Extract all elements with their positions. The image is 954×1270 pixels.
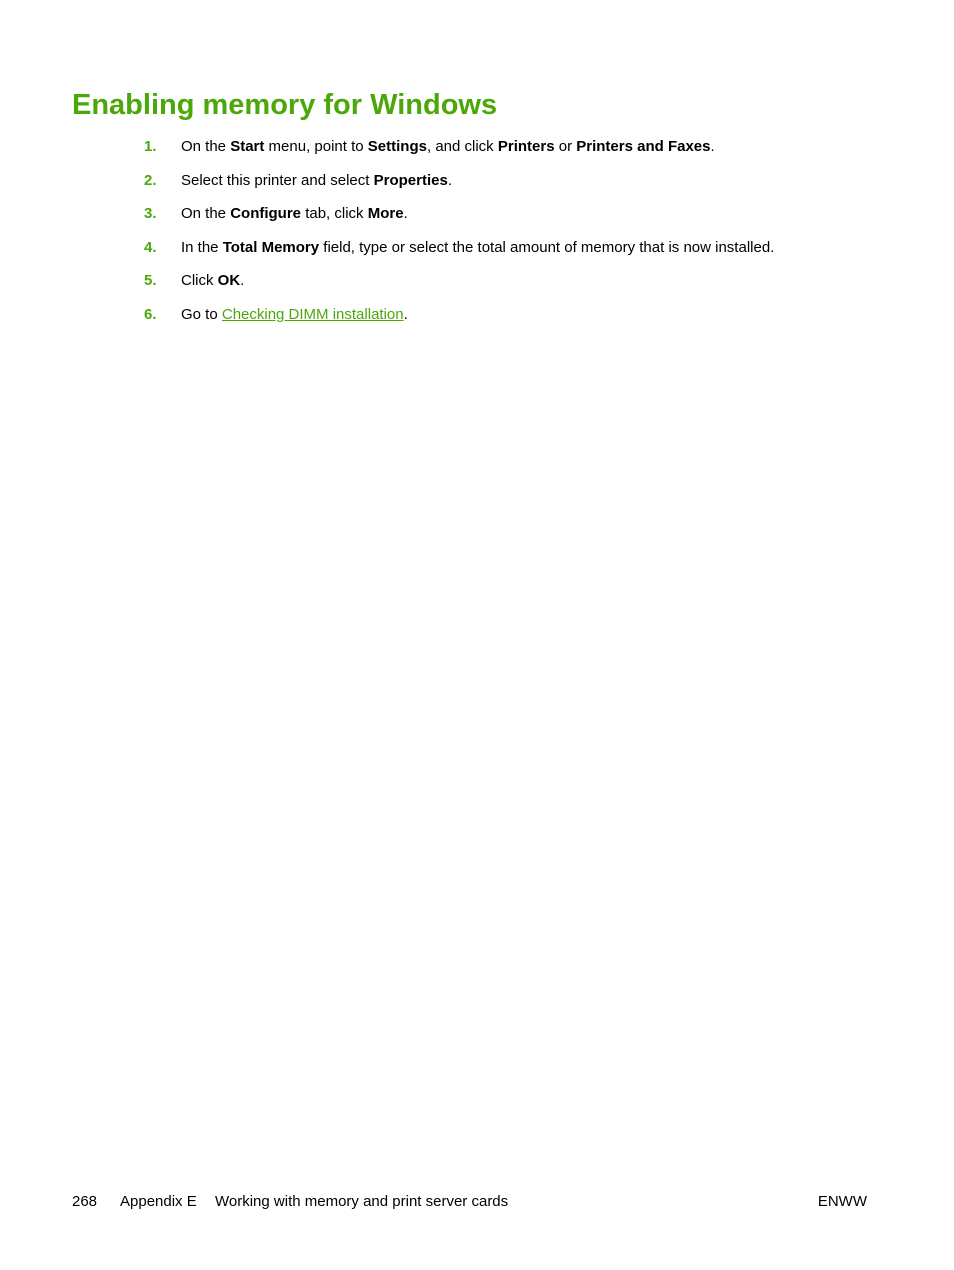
step-1 [144, 136, 904, 170]
step-3 [144, 203, 904, 237]
ui-term-printers-and-faxes: Printers and Faxes [576, 138, 711, 155]
ui-term-configure: Configure [230, 205, 302, 223]
step-number: 1. [144, 138, 157, 155]
footer-chapter: Appendix E [120, 1193, 197, 1210]
step-text [181, 170, 452, 192]
checking-dimm-installation-link[interactable]: Checking DIMM installation [221, 305, 404, 323]
step-text-part: Click [181, 272, 218, 290]
ui-term-more: More [367, 205, 404, 223]
ui-term-start: Start [230, 138, 265, 155]
footer-chapter-title: Working with memory and print server cards [215, 1193, 509, 1210]
step-text-part: . [403, 205, 408, 223]
step-text-part: On the [181, 138, 231, 155]
procedure-steps-list [144, 136, 904, 338]
footer-language-code: ENWW [817, 1193, 867, 1210]
step-text [181, 136, 715, 158]
page-number: 268 [72, 1193, 98, 1210]
step-text-part: or [554, 138, 577, 155]
ui-term-printers: Printers [497, 138, 555, 155]
step-text [181, 270, 244, 292]
step-text-part: . [403, 305, 408, 323]
step-6 [144, 304, 904, 338]
step-text-part: . [710, 138, 715, 155]
step-number: 5. [144, 272, 157, 290]
ui-term-total-memory: Total Memory [222, 238, 320, 256]
step-text-part: . [447, 171, 452, 189]
step-text-part: Go to [181, 305, 222, 323]
step-number: 2. [144, 171, 157, 189]
step-text-part: , and click [426, 138, 498, 155]
step-2 [144, 170, 904, 204]
step-text [181, 203, 408, 225]
page-title: Enabling memory for Windows [72, 89, 498, 121]
step-text [181, 304, 408, 326]
ui-term-ok: OK [217, 272, 241, 290]
ui-term-properties: Properties [373, 171, 448, 189]
step-number: 3. [144, 205, 157, 223]
step-text [181, 237, 774, 259]
step-text-part: . [240, 272, 245, 290]
step-text-part: In the [181, 238, 223, 256]
step-text-part: On the [181, 205, 231, 223]
step-number: 6. [144, 305, 157, 323]
step-text-part: menu, point to [264, 138, 368, 155]
step-text-part: tab, click [301, 205, 368, 223]
step-5 [144, 270, 904, 304]
step-text-part: Select this printer and select [181, 171, 374, 189]
step-number: 4. [144, 238, 157, 256]
ui-term-settings: Settings [367, 138, 427, 155]
step-4 [144, 237, 904, 271]
step-text-part: field, type or select the total amount of memory that is now installed. [319, 238, 775, 256]
